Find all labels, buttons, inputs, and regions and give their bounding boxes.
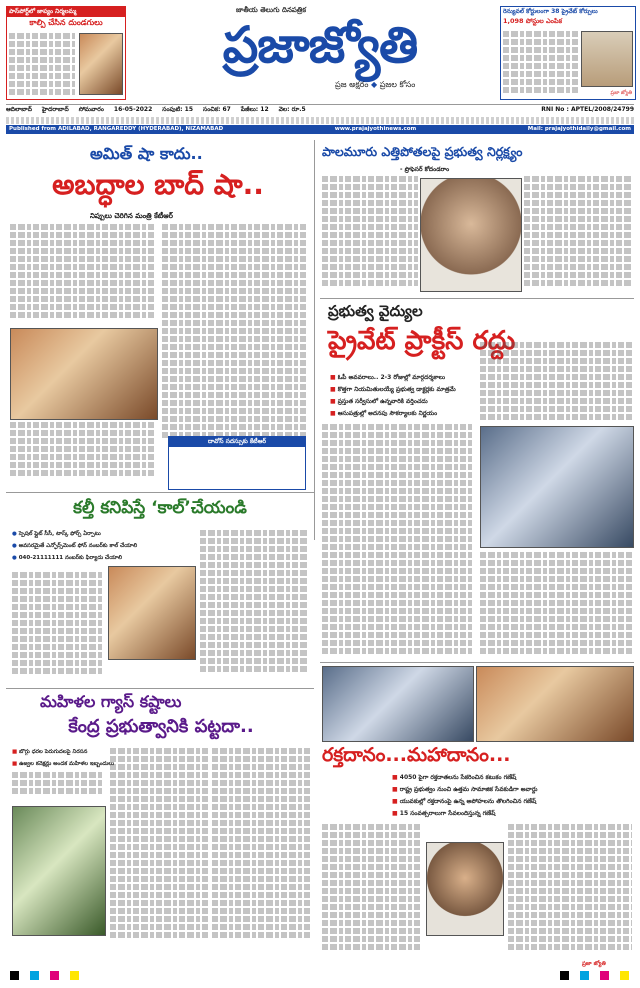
palamuru-byline: - ప్రొఫెసర్ కోదండరాం: [400, 166, 450, 173]
published-from: Published from ADILABAD, RANGAREDDY (HYDERABAD), NIZAMABAD: [9, 126, 224, 132]
harish-rao-photo: [108, 566, 196, 660]
left-ear-title: పాస్‌పోర్ట్‌లో జాప్యం నిర్మలమ్మ: [7, 7, 125, 17]
right-ear-sub: 1,098 పోస్టుల ఎంపిక: [503, 17, 562, 25]
gas-col-3: [212, 748, 312, 958]
masthead-rule: [6, 104, 634, 105]
rule-blood: [320, 662, 634, 663]
motto-left: ప్రజ అక్షరం: [335, 80, 369, 89]
motto-right: ప్రజల కోసం: [379, 80, 416, 89]
website-link[interactable]: www.prajajyothinews.com: [334, 126, 417, 132]
dateline-city: హైదరాబాద్: [41, 106, 69, 113]
govt-bullet-1: ■ ఓపీ అవవరాలు.. 2-3 రోజుల్లో మార్గదర్శకాలు: [330, 374, 445, 382]
amit-col-1b: [10, 422, 156, 484]
ganesh-photo: [426, 842, 504, 936]
dateline-pages: పేజీలు: 12: [240, 106, 269, 113]
doctor-photo: [480, 426, 634, 548]
left-ear-text: [9, 33, 75, 95]
blood-headline: రక్తదానం...మహాదానం...: [322, 744, 511, 766]
gas-col-1: [12, 772, 104, 802]
kalti-col-1: [12, 572, 104, 682]
left-ear-box: [6, 6, 126, 100]
left-ear-photo: [79, 33, 123, 95]
masthead-tagline: జాతీయ తెలుగు దినపత్రిక: [236, 6, 306, 14]
blood-bullet-2: ■ రాష్ట్ర ప్రభుత్వం నుంచి ఉత్తమ సామాజిక సేవకుడిగా అవార్డు: [392, 786, 537, 794]
blood-bullet-3: ■ యువకుల్లో రక్తదానంపై ఉన్న అపోహలను తొలగించిన గణేష్: [392, 798, 536, 806]
gas-bullet-2: ■ ఉజ్వల కనెక్షన్లు అందక మహిళల ఇబ్బందులు: [12, 760, 114, 768]
blood-event-photo: [322, 666, 474, 742]
kalti-bullet-3: ● 040-21111111 నంబర్‌కు ఫిర్యాదు చేయాలి: [12, 554, 122, 562]
gas-protest-photo: [12, 806, 106, 936]
davos-box: [168, 436, 306, 490]
palamuru-headline: పాలమూరు ఎత్తిపోతలపై ప్రభుత్వ నిర్లక్ష్యం: [322, 144, 523, 159]
govt-kicker: ప్రభుత్వ వైద్యుల: [328, 302, 423, 320]
govt-col-2b: [480, 552, 632, 660]
kalti-bullet-1: ● స్పెషల్ ఫ్లైట్ సీసీ, టాస్క్ ఫోర్స్ ఏర్పాటు: [12, 530, 101, 538]
amit-subhead: నిప్పులు చెరిగిన మంత్రి కేటీఆర్: [90, 212, 173, 220]
publisher-bar: [6, 125, 634, 134]
govt-bullet-2: ■ కొత్తగా నియమితులయ్యే ప్రభుత్వ డాక్టర్లకు మాత్రమే: [330, 386, 456, 394]
dateline-day: సోమవారం: [78, 106, 104, 113]
blood-bullet-1: ■ 4050 పైగా రక్తదాతలను సేకరించిన కటుకం గణేష్: [392, 774, 516, 782]
amit-headline: అబద్ధాల బాద్ షా..: [52, 168, 264, 201]
motto-divider: ◆: [371, 80, 380, 89]
blood-bullet-4: ■ 15 సంవత్సరాలుగా సేవలందిస్తున్న గణేష్: [392, 810, 495, 818]
right-ear-box: [500, 6, 636, 100]
blood-donor-photo: [476, 666, 634, 742]
dateline-rni: RNI No : APTEL/2008/24799: [541, 106, 634, 113]
govt-col-1: [322, 424, 472, 660]
right-ear-text: [503, 31, 579, 93]
dateline-date: 16-05-2022: [113, 106, 153, 113]
govt-bullet-3: ■ ప్రస్తుత సర్వీసులో ఉన్నవారికి వర్తించదు: [330, 398, 428, 406]
mail-link[interactable]: Mail: prajajyothidaily@gmail.com: [527, 126, 631, 132]
kalti-col-2: [200, 530, 308, 682]
vertical-rule: [314, 140, 315, 540]
gas-col-2: [110, 748, 208, 958]
rule-govt: [320, 298, 634, 299]
dateline-issue: సంచిక: 67: [203, 106, 231, 113]
right-ear-photo: [581, 31, 633, 87]
dateline-price: వెల: రూ.5: [278, 106, 306, 113]
govt-bullet-4: ■ ఆసుపత్రుల్లో అదనపు సౌకర్యాలకు నిర్ణయం: [330, 410, 437, 418]
amit-kicker: అమిత్ షా కాదు..: [90, 144, 203, 163]
gas-kicker: మహిళల గ్యాస్ కష్టాలు: [40, 692, 182, 711]
right-ear-title: రెన్యువల్ కోర్టులంగా 38 ప్రైవేట్ కోర్సులు: [503, 8, 598, 15]
ktr-photo: [10, 328, 158, 420]
govt-headline: ప్రైవేట్ ప్రాక్టీస్ రద్దు: [328, 326, 516, 356]
amit-col-1: [10, 224, 156, 324]
masthead-logo: ప్రజాజ్యోతి: [222, 16, 418, 74]
blood-col-1: [322, 824, 422, 958]
dateline-bar: [6, 106, 634, 116]
dateline-volume: సంపుటి: 15: [162, 106, 193, 113]
palamuru-col-1: [322, 176, 418, 294]
printer-color-strip: [0, 970, 640, 982]
info-strip: [6, 117, 634, 124]
rule-gas: [6, 688, 314, 689]
gas-headline: కేంద్ర ప్రభుత్వానికి పట్టదా..: [68, 716, 254, 737]
govt-col-2a: [480, 342, 632, 422]
kodandaram-photo: [420, 178, 522, 292]
gas-bullet-1: ■ బొగ్గు ధరల పెరుగుదలపై నిరసన: [12, 748, 87, 756]
palamuru-col-2: [524, 176, 632, 294]
dateline-edition: ఆదిలాబాద్: [6, 106, 32, 113]
rule-kalti: [6, 492, 314, 493]
footer-brand: ప్రజా జ్యోతి: [582, 961, 606, 967]
left-ear-sub: కాల్పి చేసిన దుండగులు: [29, 18, 103, 27]
kalti-headline: కల్తీ కనిపిస్తే ‘కాల్’చేయండి: [73, 498, 247, 518]
davos-title: దావోస్ సదస్సుకు కేటీఆర్: [169, 437, 305, 447]
blood-col-2: [508, 824, 632, 958]
right-ear-brand: ప్రజా జ్యోతి: [610, 90, 632, 96]
masthead-motto: [335, 80, 415, 91]
kalti-bullet-2: ● అవసరమైతే ఎన్ఫోర్స్‌మెంట్ ఫోన్ నంబర్‌కు కాల్ చేయాలి: [12, 542, 137, 550]
